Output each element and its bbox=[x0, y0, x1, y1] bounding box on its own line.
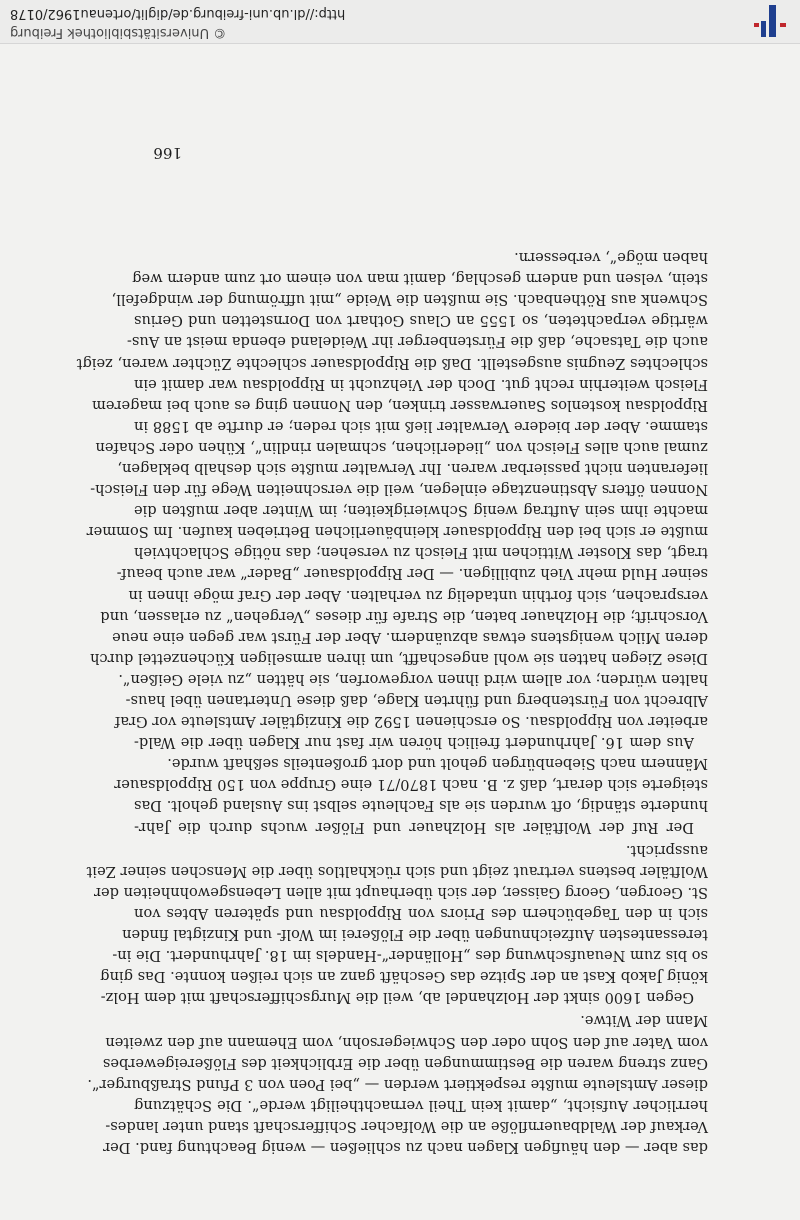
text-line: so bis zum Neuaufschwung des „Holländer“-Handels im 18. Jahrhundert. Die in- bbox=[112, 947, 708, 965]
text-line: teressantesten Aufzeichnungen über die Flößerei im Wolf- und Kinzigtal finden bbox=[122, 926, 708, 944]
text-line: Ganz streng waren die Bestimmungen über die Erblichkeit des Flößereigewerbes bbox=[102, 1054, 708, 1072]
text-line: herrlicher Aufsicht, „damit kein Theil vernachtheiligt werde“. Die Schätzung bbox=[134, 1096, 708, 1114]
page-number: 166 bbox=[153, 144, 182, 162]
text-line: wärtige verpachteten, so 1555 an Claus Gothart von Dornstetten und Gerius bbox=[134, 312, 708, 330]
viewer-header bbox=[0, 0, 800, 44]
text-line: hunderte ständig, oft wurden sie als Fachleute selbst ins Ausland geholt. Das bbox=[134, 797, 708, 815]
text-line: stamme. Aber der biedere Verwalter ließ mit sich reden; er durfte ab 1588 in bbox=[134, 417, 708, 435]
text-line: Rippoldsau kostenlos Sauerwasser trinken, den Nonnen ging es auch bei magerem bbox=[92, 396, 708, 414]
text-line: Albrecht von Fürstenberg und führten Klage, daß diese Untertanen übel haus- bbox=[125, 692, 708, 710]
text-line: sich in den Tagebüchern des Priors von Rippoldsau und späteren Abtes von bbox=[134, 904, 708, 922]
text-line: steigerte sich derart, daß z. B. nach 1870/71 eine Gruppe von 150 Rippoldsauer bbox=[114, 776, 708, 794]
text-line: schlechtes Zeugnis ausgestellt. Daß die Rippoldsauer schlechte Züchter waren, zeigt bbox=[76, 354, 708, 372]
text-line: Wolftäler bestens vertraut zeigt und sich rückhaltlos über die Menschen seiner Zeit bbox=[86, 862, 708, 880]
text-line: Männern nach Siebenbürgen geholt und dort großenteils seßhaft wurde. bbox=[167, 755, 708, 773]
text-line: auch die Tatsache, daß die Fürstenberger ihr Weideland ebenda meist an Aus- bbox=[126, 333, 708, 351]
text-line: deren Milch wenigstens etwas abzuändern. Aber der Fürst war gegen eine neue bbox=[112, 628, 708, 646]
text-line: St. Georgen, Georg Gaisser, der sich überhaupt mit allen Lebensgewohnheiten der bbox=[93, 883, 708, 901]
text-line: mußte er sich bei den Rippoldsauer kleinbäuerlichen Betrieben kaufen. Im Sommer bbox=[86, 523, 708, 541]
text-line: Gegen 1600 sinkt der Holzhandel ab, weil die Murgschifferschaft mit dem Holz- bbox=[100, 989, 694, 1007]
text-line: seiner Huld mehr Vieh zubilligen. — Der Rippoldsauer „Bader“ war auch beauf- bbox=[116, 565, 708, 583]
university-library-logo-icon bbox=[752, 3, 792, 39]
body-text bbox=[76, 247, 708, 1158]
permalink-url[interactable]: http://dl.ub.uni-freiburg.de/diglit/ortenau1962/0178 bbox=[10, 6, 346, 21]
text-line: Mann der Witwe. bbox=[580, 1012, 708, 1030]
copyright-notice: © Universitätsbibliothek Freiburg bbox=[10, 25, 227, 40]
text-line: zumal auch alles Fleisch von „liederlichen, schmalen rindlin“, Kühen oder Schafen bbox=[95, 438, 708, 456]
text-line: Diese Ziegen hatten sie wohl angeschafft, um ihren armseligen Küchenzettel durch bbox=[90, 649, 708, 667]
text-line: stein, velsen und andern geschlag, damit man von einem ort zum andern weg bbox=[132, 270, 708, 288]
text-line: Schwenk aus Röthenbach. Sie mußten die Weide „mit uffrömung der windgefell, bbox=[111, 291, 708, 309]
text-line: das aber — den häufigen Klagen nach zu schließen — wenig Beachtung fand. Der bbox=[103, 1139, 708, 1156]
text-line: machte ihm sein Auftrag wenig Schwierigkeiten; im Winter aber mußten die bbox=[134, 502, 708, 520]
text-line: lieferanten nicht passierbar waren. Ihr Verwalter mußte sich deshalb beklagen, bbox=[117, 460, 708, 477]
text-line: Der Ruf der Wolftäler als Holzhauer und Flößer wuchs durch die Jahr- bbox=[134, 818, 694, 836]
text-line: halten würden; vor allem wird ihnen vorgeworfen, sie hätten „zu viele Geißen“. bbox=[118, 670, 708, 688]
text-line: tragt, das Kloster Wittichen mit Fleisch zu versehen; das nötige Schlachtvieh bbox=[134, 544, 708, 562]
text-line: Verkauf der Waldbauernflöße an die Wolfacher Schifferschaft stand unter landes- bbox=[105, 1117, 708, 1135]
text-line: arbeiter von Rippoldsau. So erschienen 1592 die Kinzigtäler Amtsleute vor Graf bbox=[114, 713, 708, 731]
text-line: könig Jakob Kast an der Spitze das Geschäft ganz an sich reißen konnte. Das ging bbox=[100, 968, 708, 986]
text-line: Fleisch weiterhin recht gut. Doch der Viehzucht in Rippoldsau war damit ein bbox=[134, 375, 708, 393]
text-line: Aus dem 16. Jahrhundert freilich hören wir fast nur Klagen über die Wald- bbox=[134, 734, 694, 752]
text-line: ausspricht. bbox=[625, 841, 708, 859]
text-line: Vorschrift; die Holzhauer baten, die Strafe für dieses „Vergehen“ zu erlassen, und bbox=[100, 607, 708, 625]
text-line: versprachen, sich forthin untadelig zu verhalten. Aber der Graf möge ihnen in bbox=[128, 586, 708, 604]
text-line: dieser Amtsleute mußte respektiert werden — „bei Poen von 3 Pfund Straßburger“. bbox=[87, 1075, 708, 1093]
text-line: vom Vater auf den Sohn oder den Schwiegersohn, vom Ehemann auf den zweiten bbox=[105, 1033, 708, 1051]
text-line: Nonnen öfters Abstinenztage einlegen, weil die verschneiten Wege für den Fleisch- bbox=[90, 481, 708, 499]
text-line: haben möge“, verbessern. bbox=[514, 249, 708, 267]
